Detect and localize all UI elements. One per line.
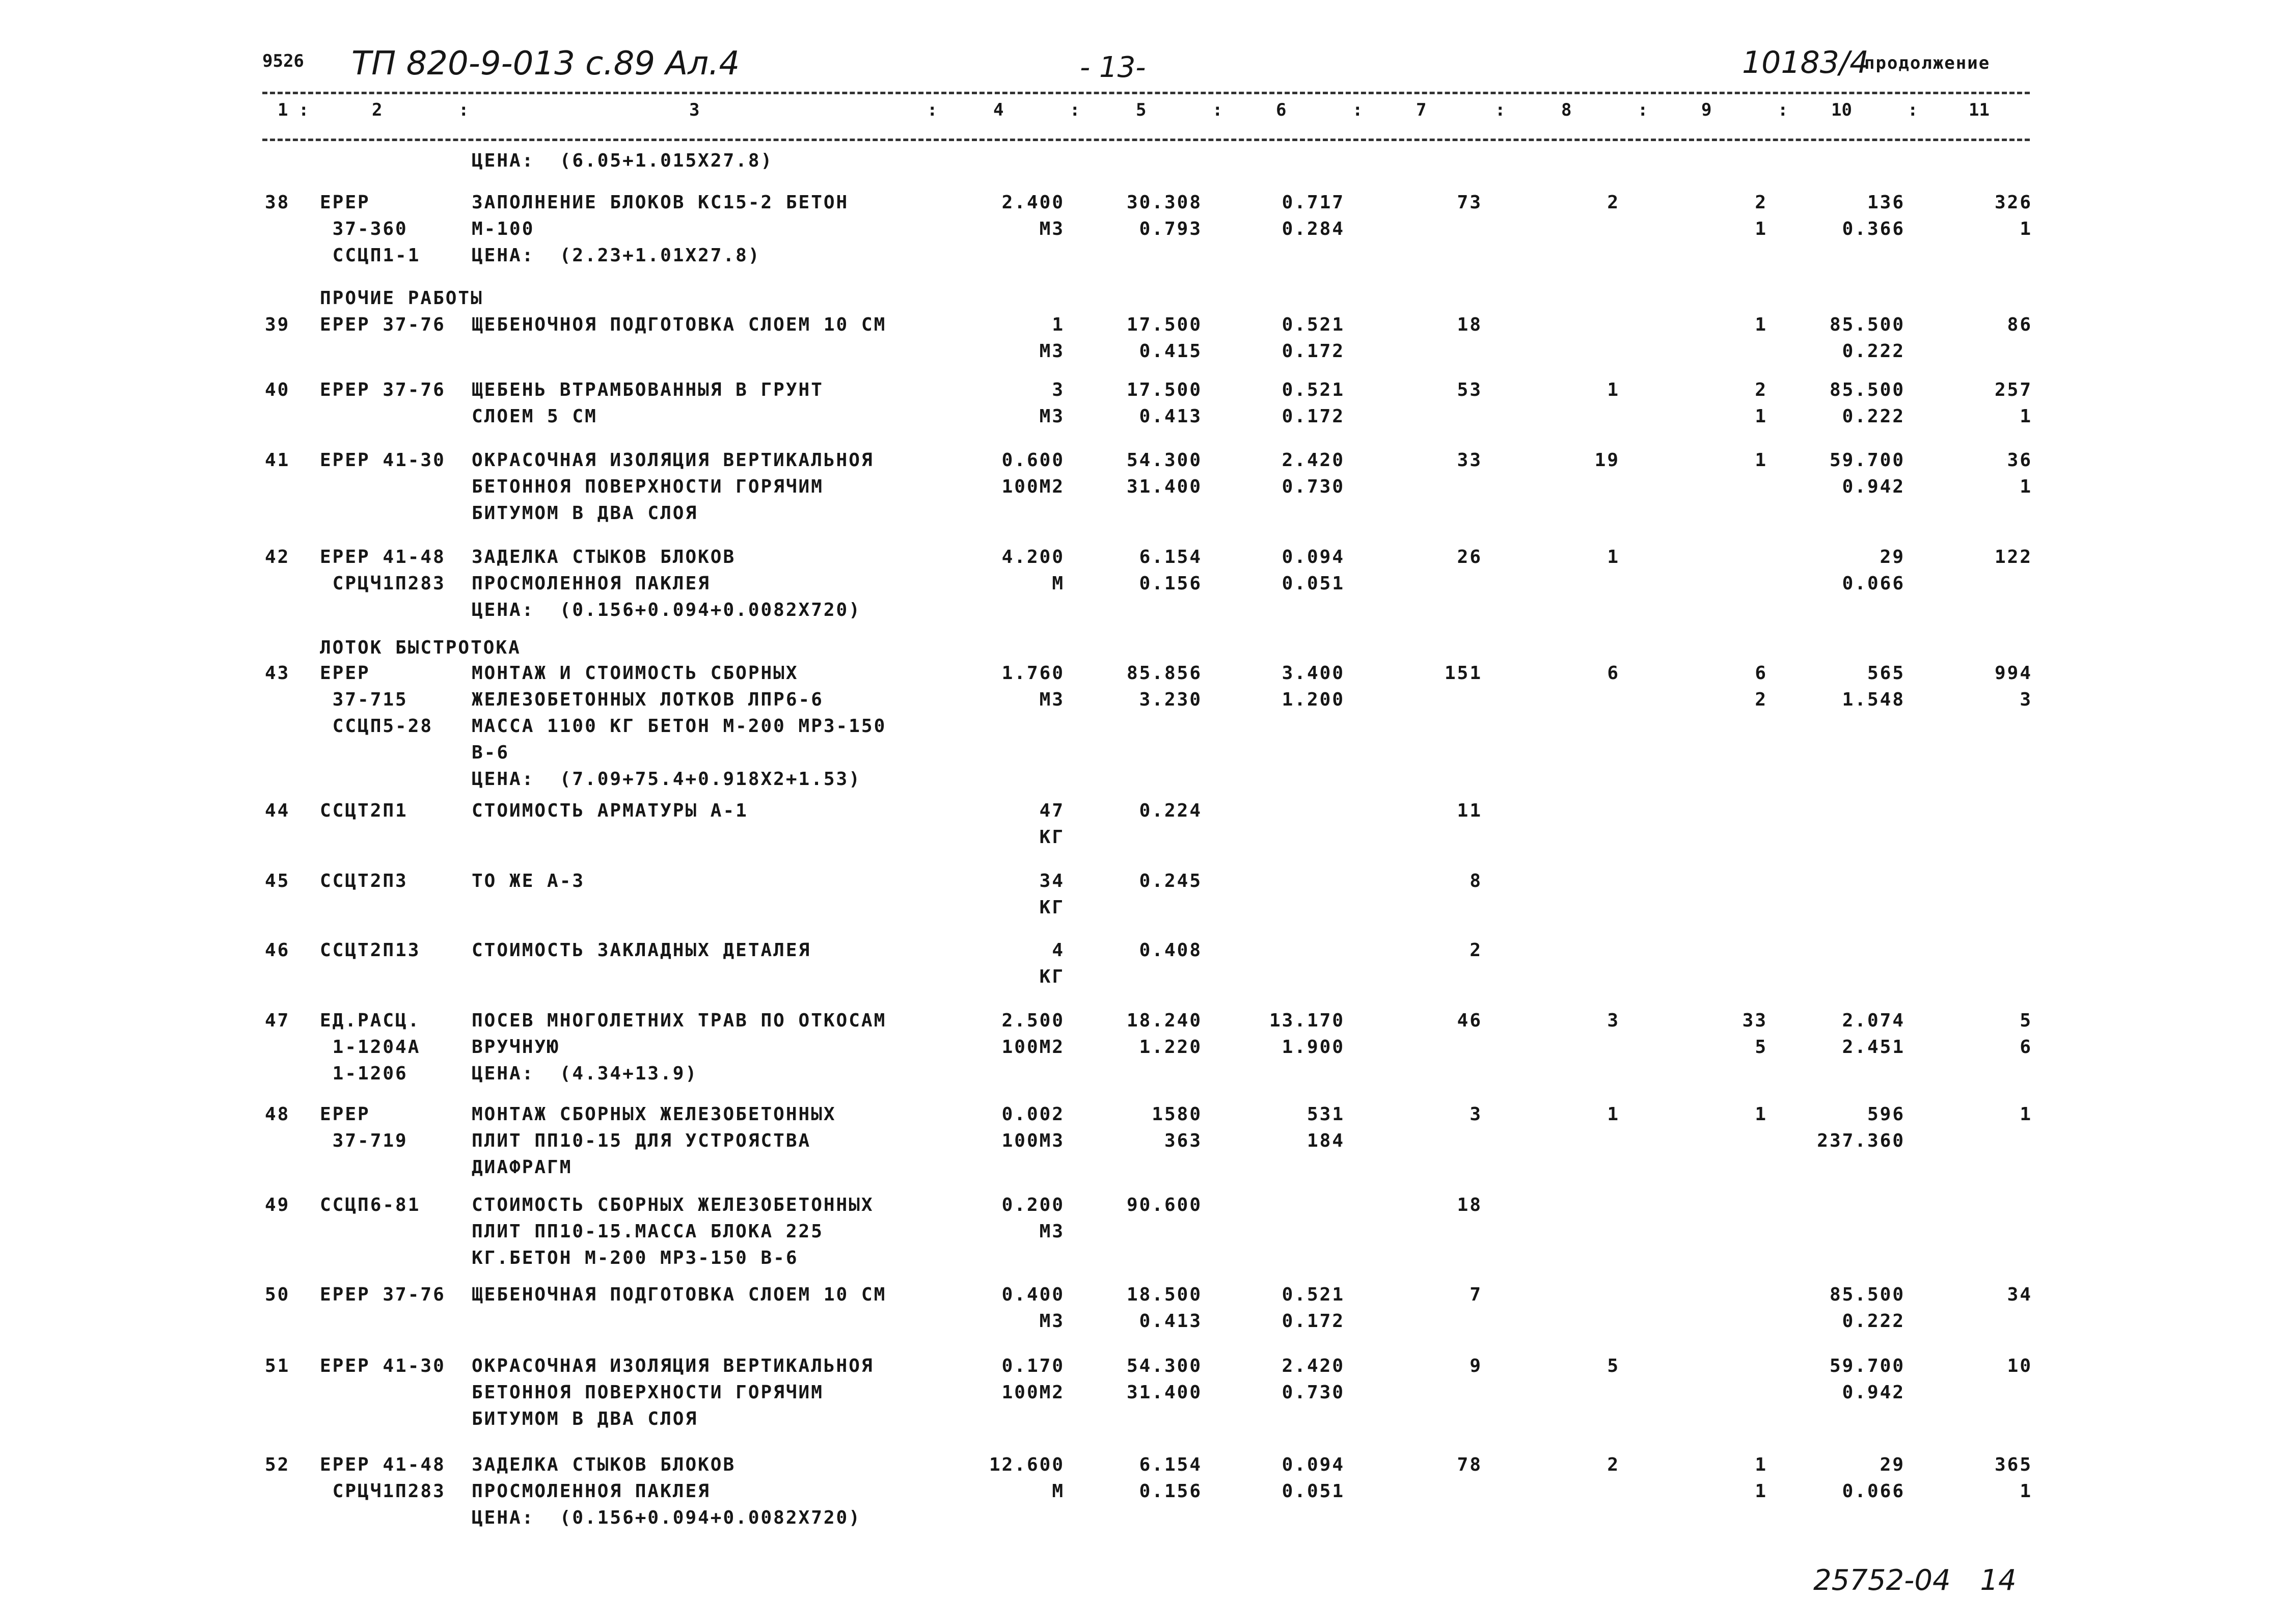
- row-col9: 2 1: [1755, 192, 1767, 239]
- row-col11: 1: [2020, 1104, 2032, 1125]
- row-code: ССЦП6-81: [320, 1195, 421, 1215]
- col-num: 7: [1416, 100, 1427, 120]
- row-col5: 85.856 3.230: [1126, 663, 1202, 710]
- col-num: 6: [1276, 100, 1287, 120]
- row-col6: 3.400 1.200: [1282, 663, 1345, 710]
- row-col11: 86: [2007, 314, 2032, 335]
- row-col11: 257 1: [1994, 380, 2032, 427]
- row-quantity: 47 КГ: [1039, 800, 1065, 848]
- col-sep: :: [1908, 100, 1918, 120]
- row-col9: 33 5: [1742, 1010, 1767, 1058]
- row-col9: 1: [1755, 314, 1767, 335]
- row-col7: 78: [1457, 1454, 1482, 1475]
- row-description: МОНТАЖ СБОРНЫХ ЖЕЛЕЗОБЕТОННЫХ ПЛИТ ПП10-15 ДЛЯ УСТРОЯСТВА ДИАФРАГМ: [472, 1104, 836, 1178]
- col-sep: :: [458, 100, 469, 120]
- row-description: ПОСЕВ МНОГОЛЕТНИХ ТРАВ ПО ОТКОСАМ ВРУЧНУЮ ЦЕНА: (4.34+13.9): [472, 1010, 887, 1084]
- row-col9: 1: [1755, 1104, 1767, 1125]
- row-col5: 30.308 0.793: [1126, 192, 1202, 239]
- row-quantity: 0.200 М3: [1001, 1195, 1065, 1242]
- row-quantity: 4 КГ: [1039, 940, 1065, 987]
- row-description: ОКРАСОЧНАЯ ИЗОЛЯЦИЯ ВЕРТИКАЛЬНОЯ БЕТОННОЯ ПОВЕРХНОСТИ ГОРЯЧИМ БИТУМОМ В ДВА СЛОЯ: [472, 1356, 874, 1429]
- row-col7: 18: [1457, 314, 1482, 335]
- col-num: 1 :: [278, 100, 309, 120]
- row-col7: 33: [1457, 450, 1482, 471]
- row-quantity: 3 М3: [1039, 380, 1065, 427]
- row-quantity: 2.400 М3: [1001, 192, 1065, 239]
- row-number: 38: [265, 192, 290, 213]
- row-quantity: 12.600 М: [989, 1454, 1065, 1502]
- row-col5: 54.300 31.400: [1126, 450, 1202, 497]
- row-col5: 17.500 0.415: [1126, 314, 1202, 362]
- row-code: ЕРЕР 41-48 СРЦЧ1П283: [320, 1454, 446, 1502]
- row-col10: 29 0.066: [1842, 1454, 1905, 1502]
- row-col8: 1: [1607, 1104, 1620, 1125]
- table-top-rule: [262, 92, 2030, 94]
- row-col7: 9: [1469, 1356, 1482, 1376]
- row-col7: 3: [1469, 1104, 1482, 1125]
- row-description: ЗАДЕЛКА СТЫКОВ БЛОКОВ ПРОСМОЛЕННОЯ ПАКЛЕЯ ЦЕНА: (0.156+0.094+0.0082X720): [472, 1454, 861, 1528]
- row-col6: 531 184: [1307, 1104, 1345, 1151]
- row-number: 51: [265, 1356, 290, 1376]
- row-number: 47: [265, 1010, 290, 1031]
- row-col6: 0.521 0.172: [1282, 1284, 1345, 1332]
- row-col11: 326 1: [1994, 192, 2032, 239]
- row-col11: 34: [2007, 1284, 2032, 1305]
- row-number: 50: [265, 1284, 290, 1305]
- row-col7: 11: [1457, 800, 1482, 821]
- row-col5: 0.408: [1139, 940, 1202, 961]
- row-col6: 0.521 0.172: [1282, 380, 1345, 427]
- row-col10: 85.500 0.222: [1829, 380, 1905, 427]
- row-code: ЕРЕР 37-76: [320, 1284, 446, 1305]
- col-num: 10: [1831, 100, 1852, 120]
- row-code: ЕРЕР 37-76: [320, 314, 446, 335]
- row-col7: 53: [1457, 380, 1482, 400]
- row-col11: 36 1: [2007, 450, 2032, 497]
- row-col5: 17.500 0.413: [1126, 380, 1202, 427]
- row-col5: 18.500 0.413: [1126, 1284, 1202, 1332]
- row-description: ЩЕБЕНОЧНОЯ ПОДГОТОВКА СЛОЕМ 10 СМ: [472, 314, 887, 335]
- row-code: ЕРЕР 41-48 СРЦЧ1П283: [320, 547, 446, 594]
- row-quantity: 1 М3: [1039, 314, 1065, 362]
- row-col7: 18: [1457, 1195, 1482, 1215]
- row-col10: 59.700 0.942: [1829, 1356, 1905, 1403]
- row-description: СТОИМОСТЬ СБОРНЫХ ЖЕЛЕЗОБЕТОННЫХ ПЛИТ ПП10-15.МАССА БЛОКА 225 КГ.БЕТОН М-200 МРЗ-150 В-6: [472, 1195, 874, 1268]
- row-code: ЕРЕР 37-719: [320, 1104, 408, 1151]
- row-col7: 2: [1469, 940, 1482, 961]
- section-title: ПРОЧИЕ РАБОТЫ: [320, 288, 483, 309]
- row-code: ЕРЕР 41-30: [320, 450, 446, 471]
- row-quantity: 1.760 М3: [1001, 663, 1065, 710]
- col-num: 2: [372, 100, 383, 120]
- row-description: СТОИМОСТЬ АРМАТУРЫ А-1: [472, 800, 748, 821]
- footer-sheet-number: 14: [1980, 1564, 2017, 1597]
- price-note-line: ЦЕНА: (6.05+1.015X27.8): [472, 150, 774, 171]
- row-col9: 1 1: [1755, 1454, 1767, 1502]
- row-col7: 8: [1469, 871, 1482, 891]
- row-number: 52: [265, 1454, 290, 1475]
- row-quantity: 2.500 100М2: [1001, 1010, 1065, 1058]
- footer-stamp-number: 25752-04: [1813, 1564, 1951, 1597]
- row-col10: 85.500 0.222: [1829, 1284, 1905, 1332]
- row-col6: 0.717 0.284: [1282, 192, 1345, 239]
- row-col9: 2 1: [1755, 380, 1767, 427]
- col-sep: :: [1352, 100, 1363, 120]
- row-col10: 2.074 2.451: [1842, 1010, 1905, 1058]
- row-col8: 5: [1607, 1356, 1620, 1376]
- row-col10: 596 237.360: [1817, 1104, 1905, 1151]
- row-code: ССЦТ2П3: [320, 871, 408, 891]
- row-col8: 2: [1607, 1454, 1620, 1475]
- header-continuation: продолжение: [1864, 53, 1991, 73]
- row-col6: 2.420 0.730: [1282, 1356, 1345, 1403]
- row-number: 40: [265, 380, 290, 400]
- row-col5: 0.245: [1139, 871, 1202, 891]
- row-code: ЕРЕР 41-30: [320, 1356, 446, 1376]
- row-col6: 0.521 0.172: [1282, 314, 1345, 362]
- row-col11: 365 1: [1994, 1454, 2032, 1502]
- row-quantity: 0.002 100М3: [1001, 1104, 1065, 1151]
- row-col8: 3: [1607, 1010, 1620, 1031]
- col-num: 8: [1561, 100, 1572, 120]
- header-right-code: 10183/4: [1742, 45, 1869, 80]
- col-num: 3: [689, 100, 700, 120]
- col-sep: :: [927, 100, 938, 120]
- footer-stamp: [1813, 1564, 2017, 1597]
- col-num: 5: [1136, 100, 1147, 120]
- row-number: 48: [265, 1104, 290, 1125]
- row-col6: 13.170 1.900: [1269, 1010, 1345, 1058]
- row-description: ЩЕБЕНЬ ВТРАМБОВАННЫЯ В ГРУНТ СЛОЕМ 5 СМ: [472, 380, 824, 427]
- col-sep: :: [1778, 100, 1788, 120]
- row-col8: 1: [1607, 547, 1620, 567]
- row-col5: 6.154 0.156: [1139, 1454, 1202, 1502]
- row-col6: 0.094 0.051: [1282, 547, 1345, 594]
- row-quantity: 0.170 100М2: [1001, 1356, 1065, 1403]
- row-description: ОКРАСОЧНАЯ ИЗОЛЯЦИЯ ВЕРТИКАЛЬНОЯ БЕТОННОЯ ПОВЕРХНОСТИ ГОРЯЧИМ БИТУМОМ В ДВА СЛОЯ: [472, 450, 874, 524]
- col-num: 4: [993, 100, 1004, 120]
- row-number: 46: [265, 940, 290, 961]
- row-code: ЕРЕР 37-360 ССЦП1-1: [320, 192, 421, 266]
- row-col8: 19: [1594, 450, 1620, 471]
- row-col10: 565 1.548: [1842, 663, 1905, 710]
- row-number: 41: [265, 450, 290, 471]
- row-col7: 26: [1457, 547, 1482, 567]
- row-code: ЕРЕР 37-715 ССЦП5-28: [320, 663, 433, 737]
- row-col5: 90.600: [1126, 1195, 1202, 1215]
- row-col8: 1: [1607, 380, 1620, 400]
- row-col5: 54.300 31.400: [1126, 1356, 1202, 1403]
- row-col11: 5 6: [2020, 1010, 2032, 1058]
- col-sep: :: [1070, 100, 1080, 120]
- row-description: ЗАДЕЛКА СТЫКОВ БЛОКОВ ПРОСМОЛЕННОЯ ПАКЛЕЯ ЦЕНА: (0.156+0.094+0.0082X720): [472, 547, 861, 620]
- row-col10: 136 0.366: [1842, 192, 1905, 239]
- section-title: ЛОТОК БЫСТРОТОКА: [320, 637, 521, 658]
- row-col8: 2: [1607, 192, 1620, 213]
- col-sep: :: [1638, 100, 1648, 120]
- row-col8: 6: [1607, 663, 1620, 684]
- row-col11: 10: [2007, 1356, 2032, 1376]
- header-page-number: - 13-: [1080, 51, 1146, 84]
- table-header-rule: [262, 139, 2030, 141]
- row-col10: 29 0.066: [1842, 547, 1905, 594]
- row-col7: 7: [1469, 1284, 1482, 1305]
- col-sep: :: [1212, 100, 1223, 120]
- row-number: 44: [265, 800, 290, 821]
- header-doc-code: ТП 820-9-013 с.89 Ал.4: [351, 45, 740, 83]
- row-code: ЕД.РАСЦ. 1-1204А 1-1206: [320, 1010, 421, 1084]
- row-col9: 6 2: [1755, 663, 1767, 710]
- col-num: 11: [1969, 100, 1990, 120]
- row-code: ЕРЕР 37-76: [320, 380, 446, 400]
- row-quantity: 4.200 М: [1001, 547, 1065, 594]
- row-quantity: 0.400 М3: [1001, 1284, 1065, 1332]
- col-sep: :: [1495, 100, 1506, 120]
- row-col7: 46: [1457, 1010, 1482, 1031]
- row-description: ТО ЖЕ А-3: [472, 871, 585, 891]
- row-code: ССЦТ2П13: [320, 940, 421, 961]
- header-left-number: 9526: [262, 51, 304, 71]
- row-number: 39: [265, 314, 290, 335]
- row-description: МОНТАЖ И СТОИМОСТЬ СБОРНЫХ ЖЕЛЕЗОБЕТОННЫХ ЛОТКОВ ЛПР6-6 МАССА 1100 КГ БЕТОН М-200 МРЗ-150 В-6 ЦЕНА: (7.09+75.4+0.918X2+1.53): [472, 663, 887, 790]
- row-number: 43: [265, 663, 290, 684]
- row-col9: 1: [1755, 450, 1767, 471]
- row-col11: 994 3: [1994, 663, 2032, 710]
- row-col7: 151: [1444, 663, 1482, 684]
- row-description: СТОИМОСТЬ ЗАКЛАДНЫХ ДЕТАЛЕЯ: [472, 940, 811, 961]
- row-number: 45: [265, 871, 290, 891]
- row-description: ЩЕБЕНОЧНАЯ ПОДГОТОВКА СЛОЕМ 10 СМ: [472, 1284, 887, 1305]
- row-description: ЗАПОЛНЕНИЕ БЛОКОВ КС15-2 БЕТОН М-100 ЦЕНА: (2.23+1.01X27.8): [472, 192, 849, 266]
- column-number-row: [262, 100, 2030, 120]
- row-code: ССЦТ2П1: [320, 800, 408, 821]
- row-col11: 122: [1994, 547, 2032, 567]
- row-col6: 0.094 0.051: [1282, 1454, 1345, 1502]
- row-col5: 1580 363: [1152, 1104, 1202, 1151]
- col-num: 9: [1701, 100, 1712, 120]
- row-number: 49: [265, 1195, 290, 1215]
- row-col5: 18.240 1.220: [1126, 1010, 1202, 1058]
- row-col10: 85.500 0.222: [1829, 314, 1905, 362]
- row-col10: 59.700 0.942: [1829, 450, 1905, 497]
- row-col5: 6.154 0.156: [1139, 547, 1202, 594]
- row-quantity: 0.600 100М2: [1001, 450, 1065, 497]
- row-col5: 0.224: [1139, 800, 1202, 821]
- row-col7: 73: [1457, 192, 1482, 213]
- row-quantity: 34 КГ: [1039, 871, 1065, 918]
- row-col6: 2.420 0.730: [1282, 450, 1345, 497]
- row-number: 42: [265, 547, 290, 567]
